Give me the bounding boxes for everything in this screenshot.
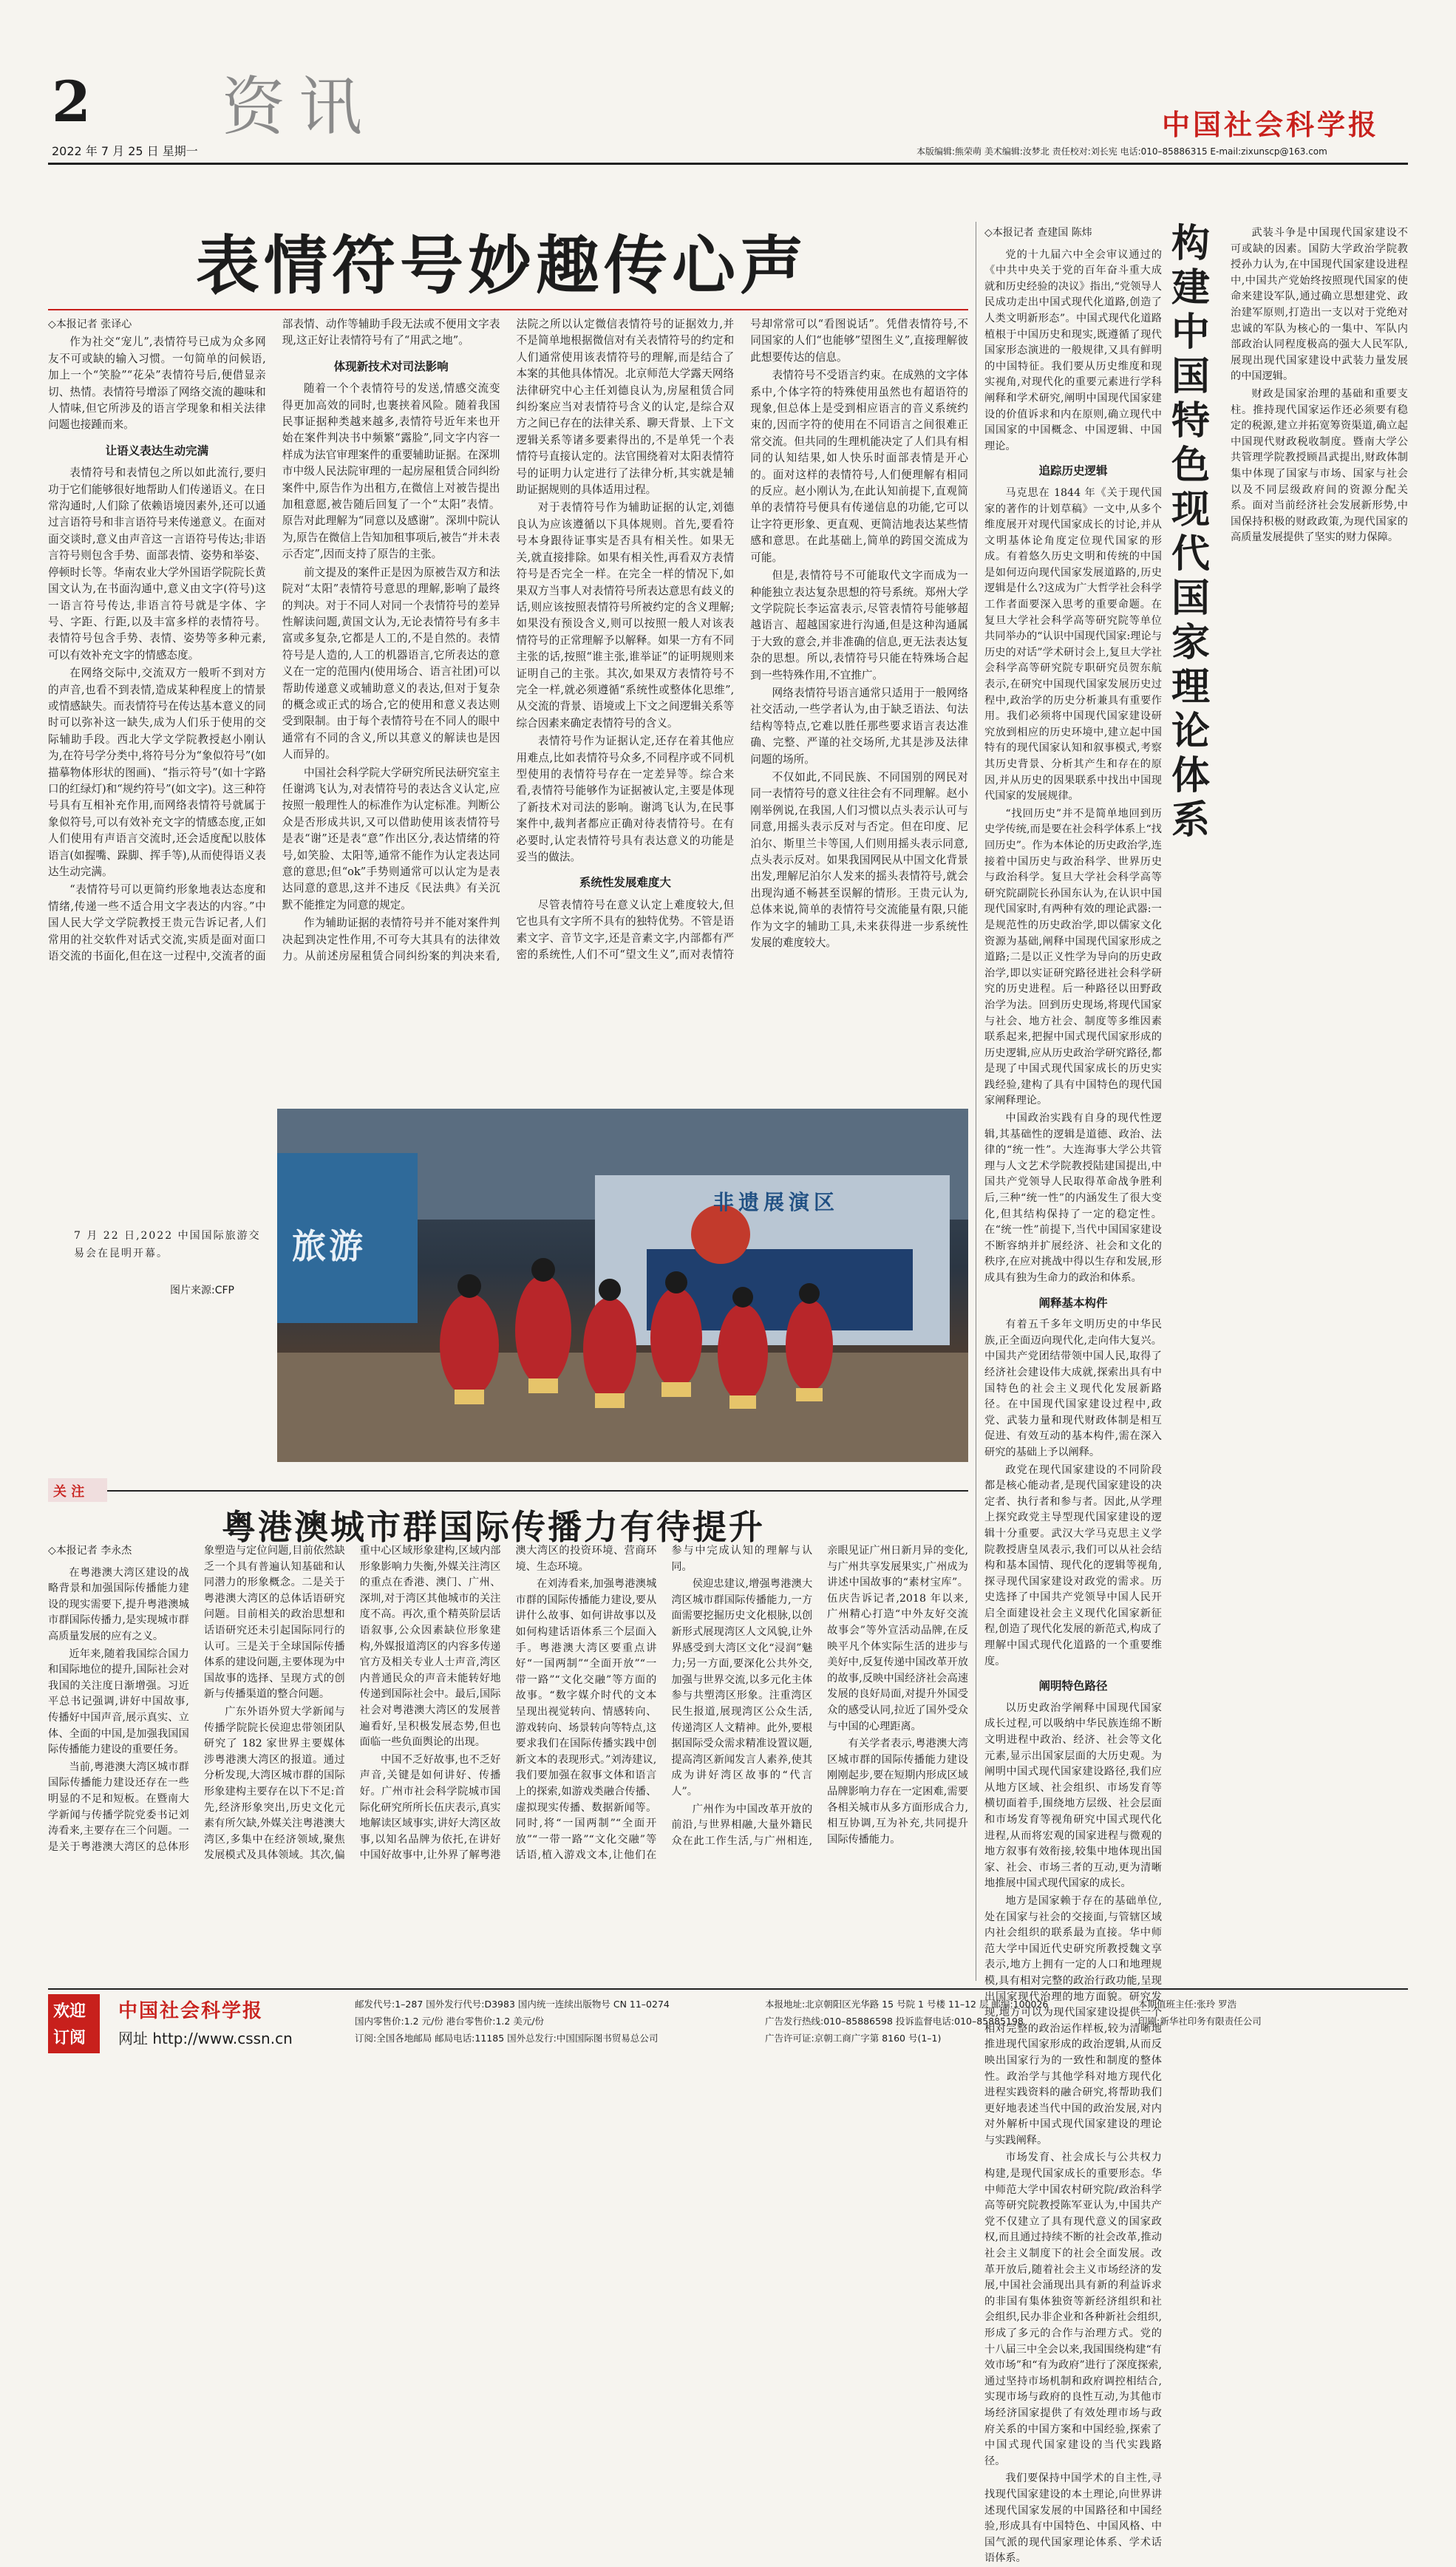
section-heading: 阐释基本构件 — [1038, 1296, 1108, 1310]
footer-col3-line: 广告许可证:京朝工商广字第 8160 号(1–1) — [765, 2033, 942, 2044]
article3-paragraph: 武装斗争是中国现代国家建设不可或缺的因素。国防大学政治学院教授孙力认为,在中国现代国家建设进程中,中国共产党始终按照现代国家的使命来建设军队,通过确立思想建党、政治建军原则,打造出一支以对于党绝对忠诚的军队为核心的一集中、军队内部政治认同程度极高的强大人民军队,展现出现代国家建设中武装力量发展的中国逻辑。 — [1231, 227, 1408, 383]
article3-paragraph: 财政是国家治理的基础和重要支柱。推持现代国家运作还必须要有稳定的税源,建立并拓宽筹资渠道,确立起中国现代财政税收制度。暨南大学公共管理学院教授顾昌武提出,财政体制集中体现了国家与市场、国家与社会以及不同层级政府间的资源分配关系。面对当前经济社会发展新形势,中国保持积极的财政政策,为现代国家的高质量发展提供了坚实的财力保障。 — [1231, 387, 1408, 544]
footer-col3 — [765, 1996, 1112, 2047]
article1-paragraph: 不仅如此,不同民族、不同国别的网民对同一表情符号的意义往往会有不同理解。赵小刚举例说,在我国,人们习惯以点头表示认可与同意,用摇头表示反对与否定。但在印度、尼泊尔、斯里兰卡等国,人们则用摇头表示同意,点头表示反对。如果我国网民从中国文化背景出发,理解尼泊尔人发来的摇头表情符号,就会出现沟通不畅甚至误解的情形。王贵元认为,总体来说,简单的表情符号交流能量有限,只能作为文字的辅助工具,未来获得进一步系统性发展的难度较大。 — [750, 770, 968, 950]
article2-top-rule — [107, 1490, 968, 1492]
article1-byline: ◇本报记者 张译心 — [48, 319, 132, 330]
article2-paragraph: 广东外语外贸大学新闻与传播学院院长侯迎忠带领团队研究了 182 家世界主要媒体涉粤港澳大湾区的报道。通过分析发现,大湾区城市群的国际形象建构主要存在以下不足:首先,经济形象突出,历史文化元素有所欠缺,外媒关注粤港澳大湾区,多集中在经济领域,聚焦发展模式及具体领域。其次,偏重中心区域形象建构,区域内部形象影响力失衡,外媒关注湾区的重点在香港、澳门、广州、深圳,对于湾区其他城市的关注度不高。再次,重个精英阶层话语叙事,公众因素缺位形象建构,外媒报道湾区的内容多传递官方及相关专业人士声音,湾区内普通民众的声音未能转好地传递到国际社会中。最后,国际社会对粤港澳大湾区的发展普遍看好,呈积极发展态势,但也面临一些负面舆论的出现。 — [203, 1545, 501, 1862]
article3-paragraph: 有着五千多年文明历史的中华民族,正全面迈向现代化,走向伟大复兴。中国共产党团结带领中国人民,取得了经济社会建设伟大成就,探索出具有中国特色的社会主义现代化发展新路径。在中国现代国家建设过程中,政党、武装力量和现代财政体制是相互促进、有效互动的基本构件,需在深入研究的基础上予以阐释。 — [984, 1319, 1162, 1458]
article1-paragraph: 但是,表情符号不可能取代文字而成为一种能独立表达复杂思想的符号系统。郑州大学文学院院长李运富表示,尽管表情符号能够超越语言、超越国家进行沟通,但是这种沟通属于大致的意会,并非准确的信息,更无法表达复杂的思想。所以,表情符号只能在特殊场合起到一些特殊作用,不宜推广。 — [750, 569, 968, 681]
article1-paragraph: 对于表情符号作为辅助证据的认定,刘德良认为应该遵循以下具体规则。首先,要看符号本身跟待证事实是否具有相关性。如果无关,就直接排除。如果有相关性,再看双方表情符号是否完全一样。在完全一样的情况下,如果双方当事人对表情符号所表达意思有歧义的话,则应该按照表情符号所被约定的含义理解;如果没有预设含义,则可以按照一般人对该表情符号的正常理解予以解释。如果一方有不同主张的话,按照“谁主张,谁举证”的证明规则来证明自己的主张。其次,如果双方表情符号不完全一样,就必须遵循“系统性或整体化思维”,从交流的背景、语境或上下文之间逻辑关系等综合因素来确定表情符号的含义。 — [516, 501, 735, 730]
footer-website: 网址 http://www.cssn.cn — [118, 2030, 293, 2047]
article1-paragraph: 网络表情符号语言通常只适用于一般网络社交活动,一些学者认为,由于缺乏语法、句法结构等特点,它难以胜任那些要求语言表达准确、完整、严谨的社交场所,尤其是涉及法律问题的场所。 — [750, 686, 968, 766]
article3-body-left — [984, 225, 1162, 2565]
photo — [277, 1109, 968, 1462]
article2-paragraph: 近年来,随着我国综合国力和国际地位的提升,国际社会对我国的关注度日渐增强。习近平总书记强调,讲好中国故事,传播好中国声音,展示真实、立体、全面的中国,是加强我国国际传播能力建设的重要任务。 — [48, 1648, 189, 1756]
photo-sign-left: 旅游 — [292, 1226, 366, 1266]
section-heading: 让语义表达生动完满 — [105, 443, 209, 458]
paper-logo: 中国社会科学报 — [1162, 108, 1380, 141]
subscribe-line1: 欢迎 — [53, 2002, 86, 2021]
article1-paragraph: 表情符号和表情包之所以如此流行,要归功于它们能够很好地帮助人们传递语义。在日常沟通时,人们除了依赖语境因素外,还可以通过言语符号和非言语符号来传递意义。在面对面交谈时,意义由声音这一言语符号传达;非语言符号则包含手势、面部表情、姿势和举姿、停顿时长等。华南农业大学外国语学院院长黄国文认为,在书面沟通中,意义由文字(符号)这一语言符号传达,非语言符号就是字体、字号、字距、行距,以及丰富多样的表情符号。表情符号包含手势、表情、姿势等多种元素,可以有效补充文字的情感态度。 — [48, 466, 266, 662]
article1-title: 表情符号妙趣传心声 — [196, 229, 808, 303]
article1-title-rule — [48, 309, 968, 310]
article1-paragraph: 前文提及的案件正是因为原被告双方和法院对“太阳”表情符号意思的理解,影响了最终的判决。对于不同人对同一个表情符号的差异性解读问题,黄国文认为,无论表情符号有多丰富或多复杂,它都是人工的,不是自然的。表情符号是人造的,人工的机器语言,它所表达的意义在一定的范围内(使用场合、语言社团)可以帮助传递意义或辅助意义的表达,但对于复杂的概念或正式的场合,它的使用和意义表达则受到限制。由于每个表情符号在不同人的眼中通常有不同的含义,所以其意义的解读也是因人而异的。 — [282, 565, 500, 761]
article2-paragraph: 有关学者表示,粤港澳大湾区城市群的国际传播能力建设刚刚起步,要在短期内形成区域品牌影响力存在一定困难,需要各相关城市从多方面形成合力,相互协调,互为补充,共同提升国际传播能力。 — [827, 1738, 968, 1846]
footer-col3-line: 广告发行热线:010–85886598 投诉监督电话:010–85885198 — [765, 2016, 1024, 2027]
article2-paragraph: 广州作为中国改革开放的前沿,与世界相融,大量外籍民众在此工作生活,与广州相连,亲眼见证广州日新月异的变化,与广州共享发展果实,广州成为讲述中国故事的“素材宝库”。伍庆告诉记者,2018 年以来,广州精心打造“中外友好交流故事会”等外宣活动品牌,在反映平凡个体实际生活的进步与美好中,反复传递中国改革开放的故事,反映中国经济社会高速发展的良好局面,对提升外国受众的感受认同,拉近了国外受众与中国的心理距离。 — [671, 1545, 968, 1847]
article3-paragraph: 马克思在 1844 年《关于现代国家的著作的计划草稿》一文中,从多个维度展开对现代国家成长的讨论,并从文明基体论角度定位现代国家的形成。有着悠久历史文明和传统的中国是如何迈向现代国家发展道路的,历史逻辑是什么?这成为广大哲学社会科学工作者面要深入思考的重要命题。在复旦大学社会科学高等研究院等单位共同举办的“认识中国现代国家:理论与历史的对话”学术研讨会上,复旦大学社会科学高等研究院专职研究员贺东航表示,在研究中国现代国家发展历史过程中,政治学的历史分析兼具有重要作用。我们必须将中国现代国家建设研究放到相应的历史环境中,建立起中国特有的现代国家认知和叙事模式,考察其历史背景、分析其产生和存在的原因,并从历史的因果联系中找出中国现代国家的发展规律。 — [984, 486, 1162, 803]
article3-body-right — [1231, 225, 1408, 1981]
section-heading: 阐明特色路径 — [1038, 1679, 1108, 1693]
article1-body — [48, 316, 968, 1096]
article3-paragraph: 党的十九届六中全会审议通过的《中共中央关于党的百年奋斗重大成就和历史经验的决议》指出,“党领导人民成功走出中国式现代化道路,创造了人类文明新形态”。中国式现代化道路植根于中国历史和现实,既遵循了现代国家形态演进的一般规律,又具有鲜明的中国特征。我们要从历史维度和现实视角,对现代化的重要元素进行学科阐释和学术研究,阐明中国现代国家建设的价值诉求和内在原则,确立现代中国国家的中国概念、中国逻辑、中国理论。 — [984, 248, 1162, 452]
page-number: 2 — [52, 69, 91, 135]
article2-paragraph: 中国不乏好故事,也不乏好声音,关键是如何讲好、传播好。广州市社会科学院城市国际化研究所所长伍庆表示,真实地解读区域事实,讲好大湾区故事,以知名品牌为依托,在讲好中国好故事中,让外界了解粤港澳大湾区的投资环境、营商环境、生态环境。 — [359, 1545, 657, 1862]
article1-paragraph: 随着一个个表情符号的发送,情感交流变得更加高效的同时,也裹挟着风险。随着我国民事证据种类越来越多,表情符号近年来也开始在案件判决书中频繁“露脸”,同文字内容一样成为法官审理案件的重要辅助证据。在深圳市中级人民法院审理的一起房屋租赁合同纠纷案件中,原告作为出租方,在微信上对被告提出加租意愿,被告随后回复了一个“太阳”表情。原告对此理解为“同意以及感谢”。深圳中院认为,原告在微信上告知加租事项后,被告“并未表示否定”,因而支持了原告的主张。 — [282, 382, 500, 561]
footer-rule — [48, 1988, 1408, 1990]
article3-paragraph: “找回历史”并不是简单地回到历史学传统,而是要在社会科学体系上“找回历史”。作为本体论的历史政治学,连接着中国历史与政治科学、世界历史与政治科学。复旦大学社会科学高等研究院副院长孙国东认为,在认识中国现代国家时,有两种有效的理论武器:一是规范性的历史政治学,即以儒家文化资源为基础,阐释中国现代国家形成之道路;二是以正义性学为导向的历史政治学,即以实证研究路径进社会科学研究的历史进程。后一种路径以田野政治学为法。回到历史现场,将现代国家与社会、地方社会、制度等多维因素联系起来,把握中国式现代国家形成的历史逻辑,应从历史政治学研究路径,都是现了中国式现代国家成长的历史实践经验,建构了具有中国特色的现代国家阐释理论。 — [984, 807, 1162, 1107]
masthead-rule — [48, 163, 1408, 165]
footer-col2-line: 国内零售价:1.2 元/份 港台零售价:1.2 美元/份 — [355, 2016, 545, 2027]
article1-paragraph: 在网络交际中,交流双方一般听不到对方的声音,也看不到表情,造成某种程度上的情景或情感缺失。而表情符号在传达基本意义的同时可以弥补这一缺失,成为人们乐于使用的交际辅助手段。西北大学文学院教授赵小刚认为,在符号学分类中,将符号分为“象似符号”(如描摹物体形状的图画)、“指示符号”(如十字路口的红绿灯)和“规约符号”(如文字)。这三种符号具有互相补充作用,而网络表情符号就属于象似符号,可以有效补充文字的情感态度,正如人们使用有声语言交流时,还会适度配以肢体语言(如握嘴、跺脚、挥手等),从而使得语义表达生动完满。 — [48, 667, 266, 878]
article3-title: 构建中国特色现代国家理论体系 — [1171, 222, 1211, 843]
article1-paragraph: 中国社会科学院大学研究所民法研究室主任谢鸿飞认为,对表情符号的表达含义认定,应按照一般理性人的标准作为认定标准。判断公众是否形成共识,又可以借助使用该表情符号是表“谢”还是表“意”作出区分,表达情绪的符号,如笑脸、太阳等,通常不能作为认定表达同意的意思;但“ok”手势则通常可以认定为是表达同意的意思,这并不违反《民法典》有关沉默不能推定为同意的规定。 — [282, 766, 500, 911]
article2-title: 粤港澳城市群国际传播力有待提升 — [222, 1507, 765, 1547]
article2-kicker: 关 注 — [53, 1484, 85, 1500]
article3-paragraph: 中国政治实践有自身的现代性逻辑,其基础性的逻辑是道德、政治、法律的“统一性”。大连海事大学公共管理与人文艺术学院教授陆建国提出,中国共产党领导人民取得革命战争胜利后,三种“统一性”的内涵发生了很大变化,但其结构保持了一定的稳定性。在“统一性”前提下,当代中国国家建设不断容纳并扩展经济、社会和文化的秩序,在应对挑战中得以生存和发展,形成具有独为生命力的政治和体系。 — [984, 1112, 1162, 1284]
footer-col2-line: 邮发代号:1–287 国外发行代号:D3983 国内统一连续出版物号 CN 11–0274 — [355, 1999, 670, 2010]
photo-credit: 图片来源:CFP — [170, 1285, 234, 1296]
article2-paragraph: 侯迎忠建议,增强粤港澳大湾区城市群国际传播能力,一方面需要挖掘历史文化根脉,以创新形式展现湾区人文风貌,让外界感受到大湾区文化“浸润”魅力;另一方面,要深化公共外交,加强与世界交流,以多元化主体参与共塑湾区形象。注重湾区民生报道,展现湾区公众生活,传递湾区人文精神。此外,要根据国际受众需求精准设置议题,提高湾区新闻发言人素养,使其成为讲好湾区故事的“代言人”。 — [671, 1578, 813, 1798]
footer-col4-line: 印刷:新华社印务有限责任公司 — [1138, 2016, 1262, 2027]
article2-byline: ◇本报记者 李永杰 — [48, 1545, 132, 1557]
section-heading: 系统性发展难度大 — [579, 876, 671, 890]
article1-paragraph: 表情符号作为证据认定,还存在着其他应用难点,比如表情符号众多,不同程序或不同机型使用的表情符号存在一定差异等。综合来看,表情符号能够作为证据被认定,主要是体现了新技术对司法的影响。谢鸿飞认为,在民事案件中,裁判者都应正确对待表情符号。在有必要时,认定表情符号具有表达意义的功能是妥当的做法。 — [516, 735, 735, 863]
article2-body — [48, 1543, 968, 1981]
section-heading: 体现新技术对司法影响 — [333, 359, 449, 373]
article3-paragraph: 市场发育、社会成长与公共权力构建,是现代国家成长的重要形态。华中师范大学中国农村研究院/政治科学高等研究院教授陈军亚认为,中国共产党不仅建立了具有现代意义的国家政权,而且通过持续不断的社会改革,推动社会主义制度下的社会全面发展。改革开放后,随着社会主义市场经济的发展,中国社会涌现出具有新的利益诉求的非国有集体独资等新经济组织和社会组织,民办非企业和各种新社会组织,形成了多元的合作与治理方式。党的十八届三中全会以来,我国围绕构建“有效市场”和“有为政府”进行了深度探索,通过坚持市场机制和政府调控相结合,实现市场与政府的良性互动,为其他市场经济国家提供了有效处理市场与政府关系的中国方案和中国经验,探索了中国式现代国家建设的当代实践路径。 — [984, 2152, 1162, 2467]
article1-paragraph: 作为辅助证据的表情符号并不能对案件判决起到决定性作用,不可夸大其具有的法律效力。从前述房屋租赁合同纠纷案的判决来看,法院之所以认定微信表情符号的证据效力,并不是简单地根据微信对有关表情符号的约定和人们通常使用该表情符号的理解,而是结合了本案的其他具体情况。北京师范大学露天网络法律研究中心主任刘德良认为,房屋租赁合同纠纷案应当对表情符号含义的认定,是综合双方之间已存在的法律关系、聊天背景、上下文逻辑关系等诸多要素得出的,不是单凭一个表情符号直接认定的。法官围绕着对太阳表情符号的证明力认定进行了法律分析,其实就是辅助证据规则的具体适用过程。 — [282, 318, 735, 963]
article3-paragraph: 政党在现代国家建设的不同阶段都是核心能动者,是现代国家建设的决定者、执行者和参与者。因此,从学理上探究政党主导型现代国家建设的逻辑十分重要。武汉大学马克思主义学院教授唐皇凤表示,我们可以从社会结构和基本国情、现代化的逻辑等视角,探寻现代国家建设对政党的需求。历史选择了中国共产党领导中国人民开启全面建设社会主义现代化国家新征程,创造了现代化发展的新范式,构成了理解中国式现代化道路的一个重要维度。 — [984, 1463, 1162, 1667]
footer-col4 — [1138, 1996, 1404, 2030]
subscribe-line2: 订阅 — [53, 2029, 86, 2047]
article3-paragraph: 我们要保持中国学术的自主性,寻找现代国家建设的本土理论,向世界讲述现代国家发展的中国路径和中国经验,形成具有中国特色、中国风格、中国气派的现代国家理论体系、学术话语体系。 — [984, 2472, 1162, 2565]
footer-col2 — [355, 1996, 754, 2047]
footer-logo: 中国社会科学报 — [118, 2000, 264, 2022]
article3-paragraph: 地方是国家赖于存在的基础单位,处在国家与社会的交接面,与管辖区域内社会组织的联系最为直接。华中师范大学中国近代史研究所教授魏文享表示,地方上拥有一定的人口和地理规模,具有相对完整的政治行政功能,呈现出国家现代治理的地方面貌。研究发现,地方可以为现代国家建设提供一个相对完整的政治运作样板,较为清晰地推进现代国家形成的政治逻辑,从而反映出国家行为的一致性和制度的整体性。政治学与其他学科对地方现代化进程实践资料的融合研究,将帮助我们更好地表述当代中国的政治发展,对内对外解析中国式现代国家建设的理论与实践阐释。 — [984, 1894, 1162, 2146]
photo-sign-right: 非遗展演区 — [713, 1190, 840, 1214]
article2-paragraph: 在刘涛看来,加强粤港澳城市群的国际传播能力建设,要从讲什么故事、如何讲故事以及如何构建话语体系三个层面入手。粤港澳大湾区要重点讲好“一国两制”“全面开放”“一带一路”“文化交融”等方面的故事。“数字媒介时代的文本呈现出视觉转向、情感转向、游戏转向、场景转向等特点,这要求我们在国际传播实践中创新文本的表现形式。”刘涛建议,我们要加强在叙事文体和语言上的探索,如游戏类融合传播、虚拟现实传播、数据新闻等。同时,将“一国两制”“全面开放”“一带一路”“文化交融”等话语,植入游戏文本,让他们在参与中完成认知的理解与认同。 — [515, 1545, 813, 1862]
article1-paragraph: 尽管表情符号在意义认定上难度较大,但它也具有文字所不具有的独特优势。不管是语素文字、音节文字,还是音素文字,内部都有严密的系统性,人们不可“望文生义”,而对表情符号却常常可以“看图说话”。凭借表情符号,不同国家的人们“也能够”望图生义”,直接理解彼此想要传达的信息。 — [516, 318, 968, 962]
issue-date: 2022 年 7 月 25 日 星期一 — [52, 144, 198, 158]
article1-paragraph: 表情符号不受语言约束。在成熟的文字体系中,个体字符的特殊使用虽然也有超语符的现象,但总体上是受到相应语言的音义系统约束的,因而字符的使用在不同语言之间很难正常交流。但共同的生理机能决定了人们具有相同的认知结果,如人快乐时面部表情是开心的。面对这样的表情符号,人们便理解有相同的反应。赵小刚认为,在此认知前提下,直观简单的表情符号便具有传递信息的功能,它可以让字符更形象、更直观、更简洁地表达某些情感和意思。在此基础上,简单的跨国交流成为可能。 — [750, 369, 968, 564]
article2-paragraph: 在粤港澳大湾区建设的战略背景和加强国际传播能力建设的现实需要下,提升粤港澳城市群国际传播力,是实现城市群高质量发展的应有之义。 — [48, 1566, 189, 1642]
article2-paragraph: 当前,粤港澳大湾区城市群国际传播能力建设还存在一些明显的不足和短板。在暨南大学新闻与传播学院党委书记刘涛看来,主要存在三个问题。一是关于粤港澳大湾区的总体形象塑造与定位问题,目前依然缺乏一个具有普遍认知基础和认同潜力的形象概念。二是关于粤港澳大湾区的总体话语研究问题。目前相关的政治思想和话语研究还未引起国际同行的认可。三是关于全球国际传播体系的建设问题,主要体现为中国故事的选择、呈现方式的创新与传播渠道的整合问题。 — [48, 1545, 345, 1853]
article3-paragraph: 以历史政治学阐释中国现代国家成长过程,可以吸纳中华民族连绵不断文明进程中政治、经济、社会等文化元素,显示出国家层面的大历史观。为阐明中国式现代国家建设路径,我们应从地方区域、社会组织、市场发育等横切面着手,围绕地方层级、社会层面和市场发育等视角研究中国式现代化进程,从而将宏观的国家进程与微观的地方叙事有效衔接,较集中地体现出国家、社会、市场三者的互动,更为清晰地推展中国式现代国家的成长。 — [984, 1701, 1162, 1890]
section-heading: 追踪历史逻辑 — [1038, 464, 1108, 478]
photo-caption: 7 月 22 日,2022 中国国际旅游交易会在昆明开幕。 — [74, 1230, 261, 1259]
footer-col2-line: 订阅:全国各地邮局 邮局电话:11185 国外总发行:中国国际图书贸易总公司 — [355, 2033, 659, 2044]
section-name: 资讯 — [222, 70, 375, 144]
footer-col4-line: 本期值班主任:张玲 罗浩 — [1138, 1999, 1237, 2010]
article1-paragraph: 作为社交“宠儿”,表情符号已成为众多网友不可或缺的输入习惯。一句简单的问候语,加上一个“笑脸”“花朵”表情符号后,便借显亲切、热情。表情符号增添了网络交流的趣味和人情味,但它所涉及的语言学现象和相关法律问题也接踵而来。 — [48, 336, 266, 432]
footer-col3-line: 本报地址:北京朝阳区光华路 15 号院 1 号楼 11–12 层 邮编:100026 — [765, 1999, 1049, 2010]
editor-line: 本版编辑:熊荣萌 美术编辑:汝梦北 责任校对:刘长宪 电话:010–85886315 E-mail:zixunscp@163.com — [916, 146, 1327, 157]
article3-byline: ◇本报记者 查建国 陈炜 — [984, 227, 1092, 239]
photo-illustration — [277, 1109, 968, 1462]
article1-paragraph: “表情符号可以更简约形象地表达态度和情绪,传递一些不适合用文字表达的内容。”中国人民大学文学院教授王贵元告诉记者,人们常用的社交软件对话式交流,实质是面对面口语交流的书面化,但在这一过程中,交流者的面部表情、动作等辅助手段无法或不便用文字表现,这正好让表情符号有了“用武之地”。 — [48, 318, 500, 963]
